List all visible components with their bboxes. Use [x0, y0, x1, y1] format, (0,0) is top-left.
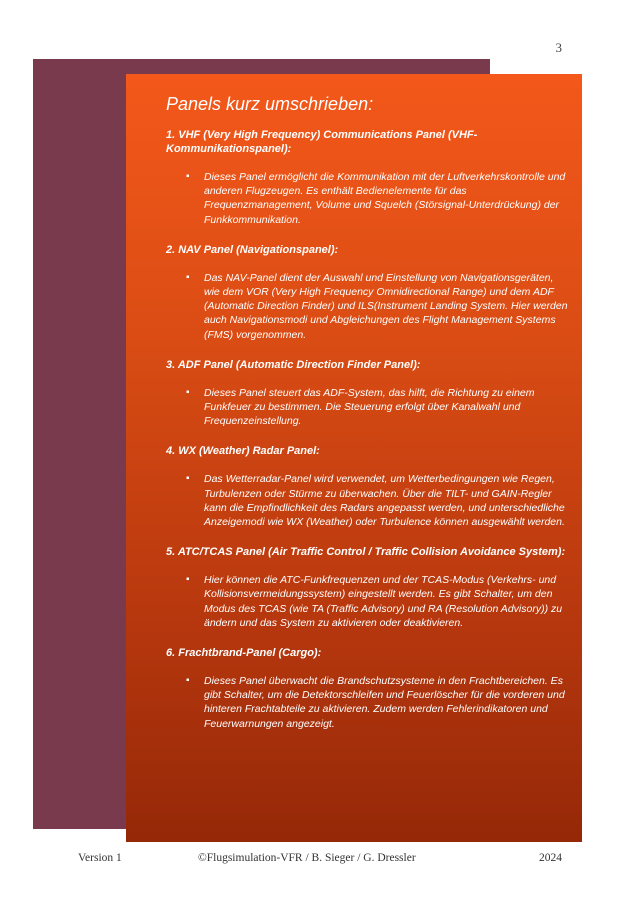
- bullet-icon: ▪: [186, 386, 190, 398]
- section-heading: 5. ATC/TCAS Panel (Air Traffic Control / Traffic Collision Avoidance System):: [166, 546, 566, 559]
- section-heading: 1. VHF (Very High Frequency) Communications Panel (VHF-Kommunikationspanel):: [166, 129, 478, 155]
- page-number: 3: [555, 40, 562, 55]
- content-panel: [126, 74, 582, 842]
- section-wx: [166, 444, 570, 529]
- section-text: Dieses Panel steuert das ADF-System, das hilft, die Richtung zu einem Funkfeuer zu bestimmen. Die Steuerung erfolgt über Kanalwahl und Frequenzeinstellung.: [204, 386, 535, 428]
- footer-copyright: ©Flugsimulation-VFR / B. Sieger / G. Dressler: [198, 852, 416, 864]
- section-cargo: [166, 646, 570, 731]
- bullet-icon: ▪: [186, 473, 190, 485]
- bullet-icon: ▪: [186, 171, 190, 182]
- section-text: Dieses Panel überwacht die Brandschutzsysteme in den Frachtbereichen. Es gibt Schalter, um die Detektorschleifen und Feuerlöscher für die vorderen und hinteren Frachtabteile zu aktivieren. Zudem werden Fehlerindikatoren und Feuerwarnungen angezeigt.: [204, 675, 565, 730]
- section-text: Das NAV-Panel dient der Auswahl und Einstellung von Navigationsgeräten, wie dem VOR (Very High Frequency Omnidirectional Range) und dem ADF (Automatic Direction Finder) und ILS(Instrument Landing System. Hier werden auch Navigationsmodi und Abgleichungen des Flight Management Systems (FMS) vorgenommen.: [204, 271, 568, 341]
- section-text: Das Wetterradar-Panel wird verwendet, um Wetterbedingungen wie Regen, Turbulenzen oder Stürme zu überwachen. Über die TILT- und GAIN-Regler kann die Empfindlichkeit des Radars angepasst werden, und unterschiedliche Anzeigemodi wie WX (Weather) oder Turbulence können ausgewählt werden.: [204, 473, 565, 529]
- bullet-icon: ▪: [186, 574, 190, 586]
- footer-version: Version 1: [78, 852, 122, 864]
- section-heading: 2. NAV Panel (Navigationspanel):: [166, 243, 339, 256]
- section-heading: 6. Frachtbrand-Panel (Cargo):: [166, 647, 322, 660]
- section-text: Dieses Panel ermöglicht die Kommunikation mit der Luftverkehrskontrolle und anderen Flugzeugen. Es enthält Bedienelemente für das Frequenzmanagement, Volume und Squelch (Störsignal-Unterdrückung) der Funkkommunikation.: [204, 171, 566, 226]
- panel-title: Panels kurz umschrieben:: [166, 94, 374, 114]
- section-heading: 4. WX (Weather) Radar Panel:: [166, 445, 320, 458]
- section-nav: [166, 243, 570, 342]
- bullet-icon: ▪: [186, 271, 190, 283]
- bullet-icon: ▪: [186, 675, 190, 687]
- footer-year: 2024: [539, 852, 562, 864]
- section-vhf: [166, 128, 570, 227]
- section-adf: [166, 358, 570, 429]
- section-text: Hier können die ATC-Funkfrequenzen und der TCAS-Modus (Verkehrs- und Kollisionsvermeidungssystem) eingestellt werden. Es gibt Schalter, um den Modus des TCAS (wie TA (Traffic Advisory) und RA (Resolution Advisory)) zu ändern und das System zu aktivieren oder deaktivieren.: [204, 574, 563, 629]
- section-atc-tcas: [166, 545, 570, 630]
- section-heading: 3. ADF Panel (Automatic Direction Finder Panel):: [166, 358, 421, 371]
- page-footer: [78, 852, 562, 864]
